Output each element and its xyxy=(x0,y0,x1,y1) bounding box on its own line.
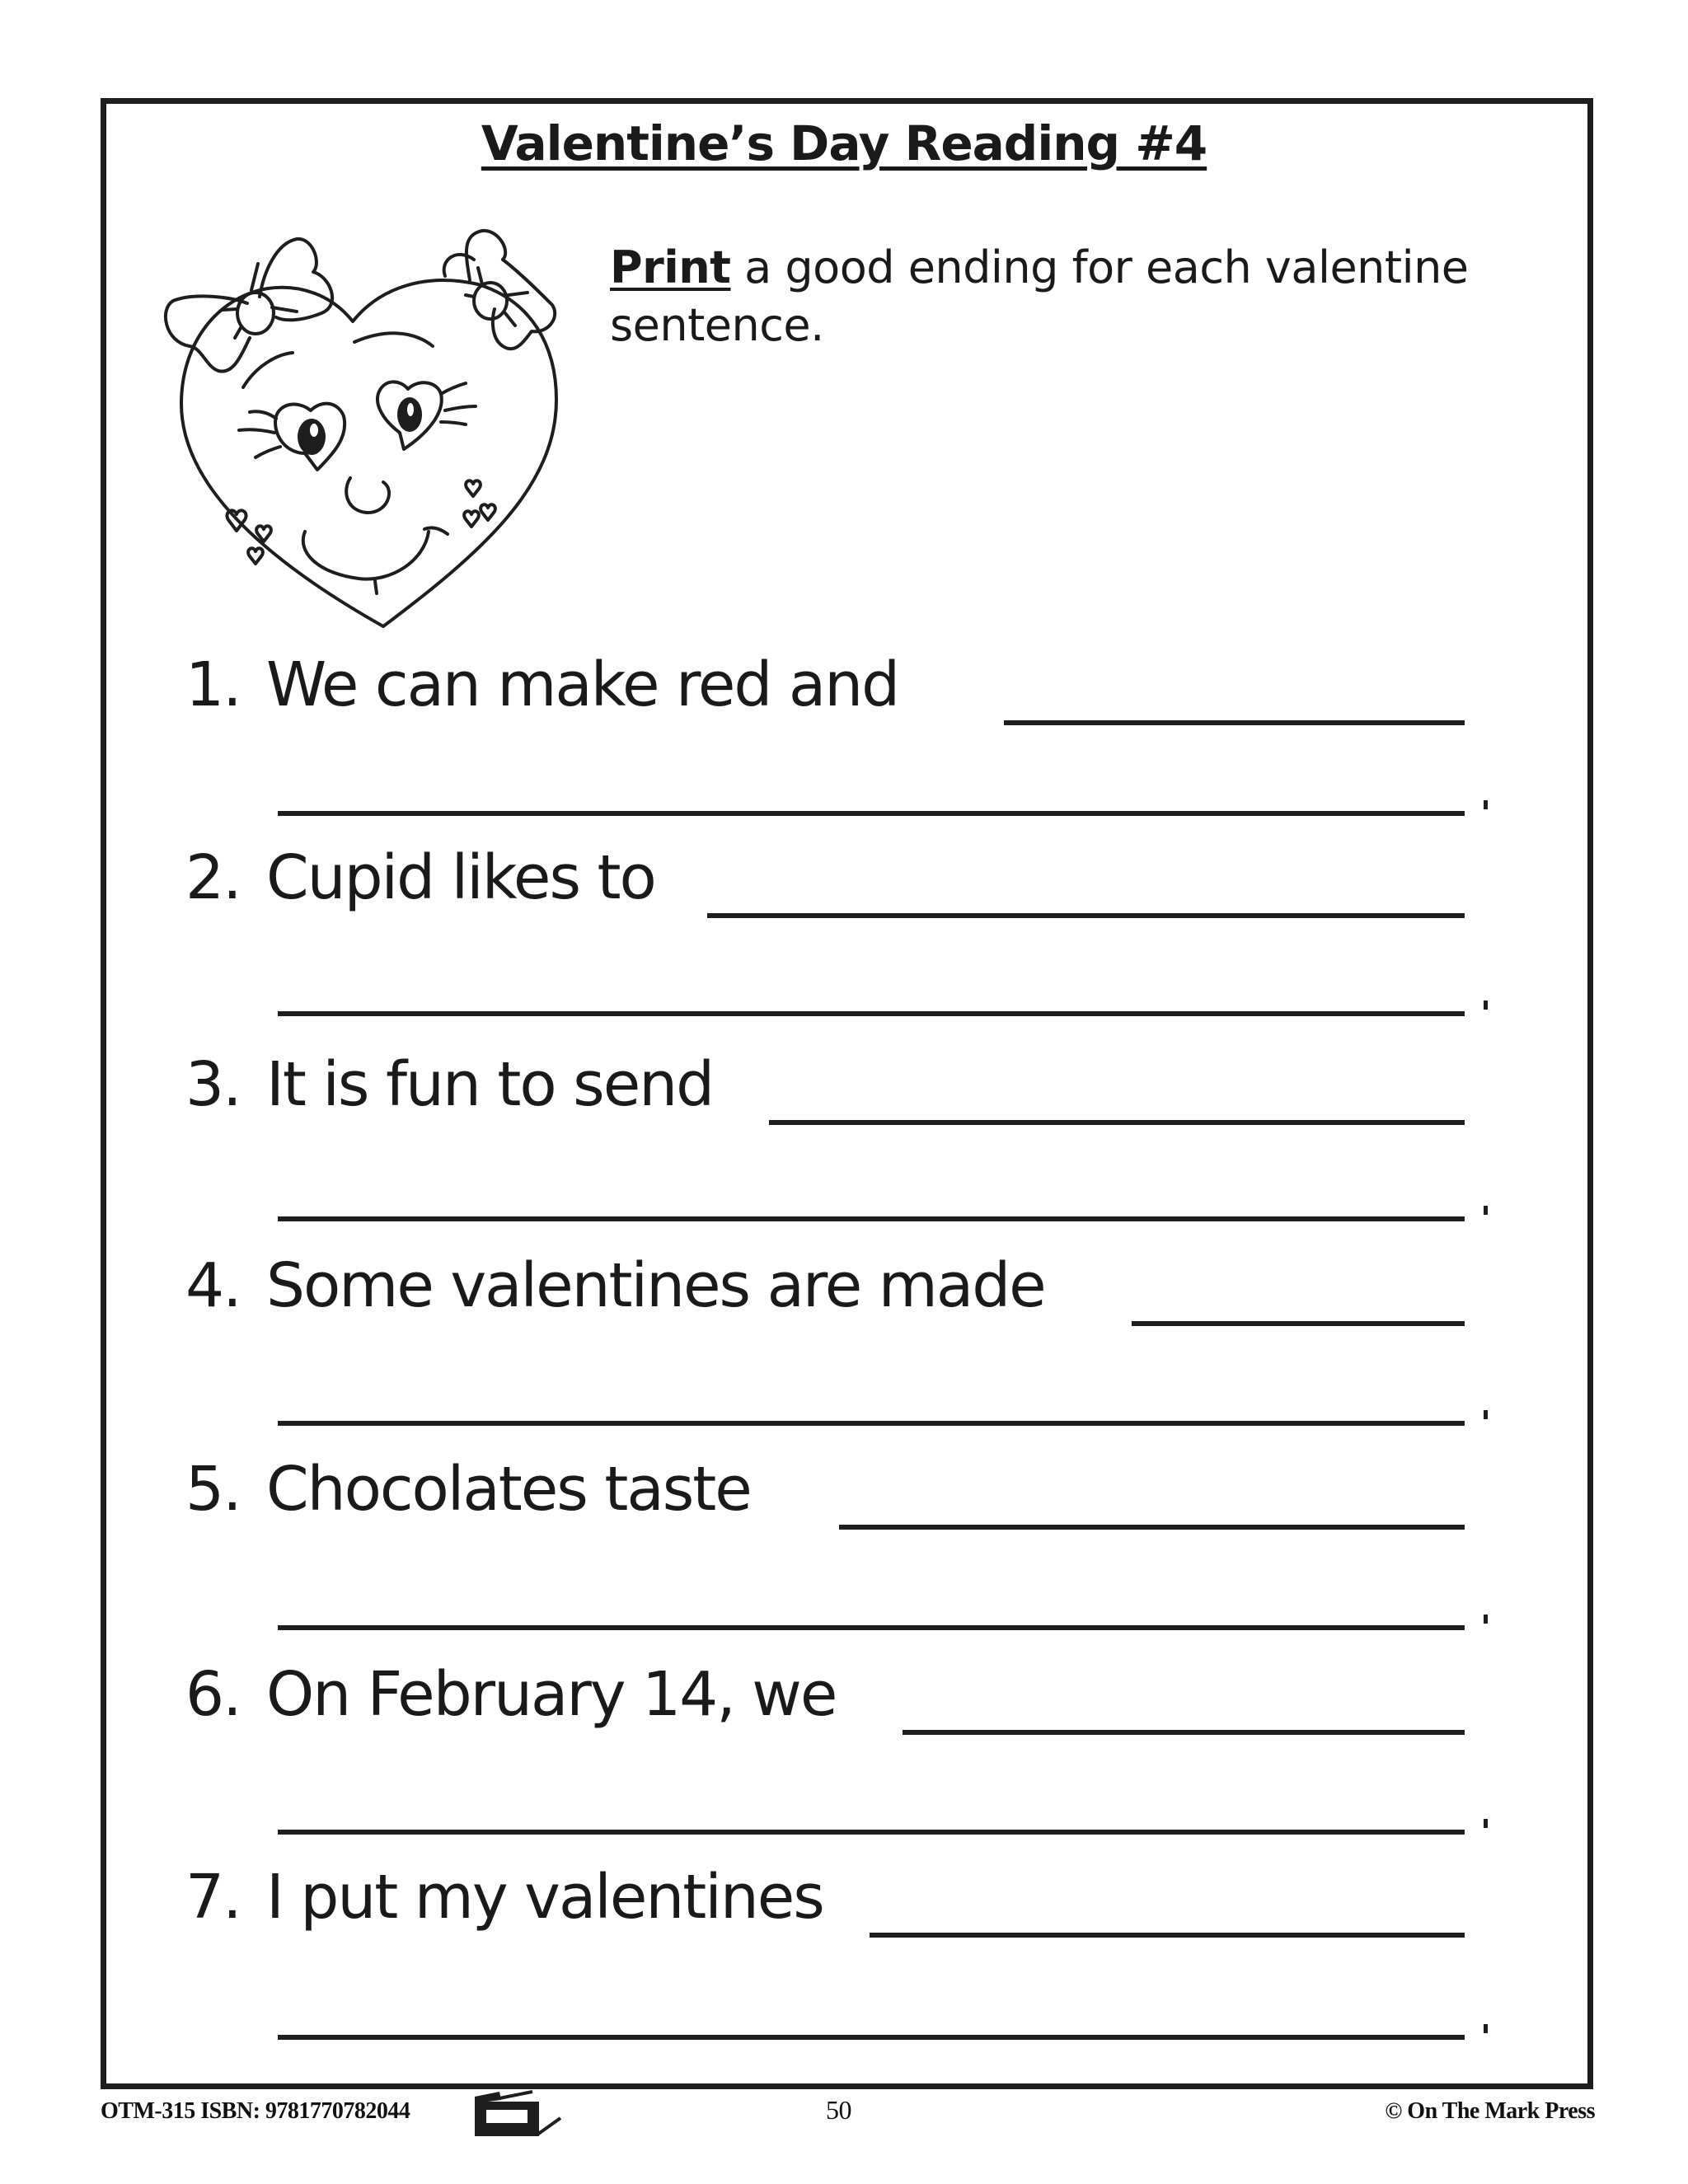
sentence-stem: It is fun to send xyxy=(266,1049,714,1120)
sentence-item-6-continuation xyxy=(278,1785,1489,1835)
footer-isbn: OTM-315 ISBN: 9781770782044 xyxy=(101,2098,410,2124)
sentence-period xyxy=(1484,1206,1488,1215)
answer-blank-line[interactable] xyxy=(839,1525,1465,1530)
answer-blank-line-continued[interactable] xyxy=(278,811,1465,816)
sentence-stem: Cupid likes to xyxy=(266,842,655,913)
answer-blank-line-continued[interactable] xyxy=(278,1625,1465,1630)
item-number: 6. xyxy=(185,1659,241,1730)
sentence-item-4 xyxy=(181,1244,1467,1326)
sentence-item-5 xyxy=(181,1447,1467,1530)
sentence-period xyxy=(1484,2024,1488,2033)
sentence-item-1 xyxy=(181,643,1467,725)
sentence-item-3 xyxy=(181,1043,1467,1125)
answer-blank-line-continued[interactable] xyxy=(278,1421,1465,1426)
item-number: 3. xyxy=(185,1049,241,1120)
instructions-text: a good ending for each valentine sentence. xyxy=(610,241,1469,351)
sentence-item-5-continuation xyxy=(278,1581,1489,1630)
sentence-stem: Chocolates taste xyxy=(266,1454,751,1525)
sentence-item-2 xyxy=(181,836,1467,918)
answer-blank-line[interactable] xyxy=(870,1933,1465,1938)
photocopier-icon xyxy=(471,2085,564,2136)
sentence-item-7-continuation xyxy=(278,1990,1489,2040)
answer-blank-line-continued[interactable] xyxy=(278,1216,1465,1221)
item-number: 2. xyxy=(185,842,241,913)
answer-blank-line[interactable] xyxy=(769,1120,1465,1125)
sentence-stem: Some valentines are made xyxy=(266,1250,1045,1321)
page-number: 50 xyxy=(826,2095,851,2125)
page-title: Valentine’s Day Reading #4 xyxy=(481,115,1207,171)
sentence-stem: I put my valentines xyxy=(266,1862,823,1933)
sentence-period xyxy=(1484,800,1488,809)
sentence-stem: We can make red and xyxy=(266,649,899,720)
item-number: 1. xyxy=(185,649,241,720)
answer-blank-line-continued[interactable] xyxy=(278,1011,1465,1016)
item-number: 4. xyxy=(185,1250,241,1321)
answer-blank-line-continued[interactable] xyxy=(278,2035,1465,2040)
item-number: 5. xyxy=(185,1454,241,1525)
sentence-period xyxy=(1484,1001,1488,1010)
sentence-stem: On February 14, we xyxy=(266,1659,837,1730)
sentence-item-1-continuation xyxy=(278,766,1489,816)
answer-blank-line[interactable] xyxy=(1004,720,1465,725)
footer-copyright: © On The Mark Press xyxy=(1385,2098,1595,2124)
instructions xyxy=(610,239,1566,354)
heart-mascot-illustration xyxy=(152,206,585,635)
sentence-item-4-continuation xyxy=(278,1376,1489,1426)
sentence-item-3-continuation xyxy=(278,1172,1489,1221)
answer-blank-line-continued[interactable] xyxy=(278,1830,1465,1835)
answer-blank-line[interactable] xyxy=(903,1730,1465,1735)
answer-blank-line[interactable] xyxy=(1132,1321,1465,1326)
item-number: 7. xyxy=(185,1862,241,1933)
sentence-item-6 xyxy=(181,1652,1467,1735)
answer-blank-line[interactable] xyxy=(707,913,1465,918)
sentence-period xyxy=(1484,1819,1488,1828)
sentence-period xyxy=(1484,1615,1488,1624)
sentence-item-2-continuation xyxy=(278,967,1489,1016)
sentence-item-7 xyxy=(181,1855,1467,1938)
sentence-period xyxy=(1484,1410,1488,1419)
instructions-emphasis: Print xyxy=(610,241,731,293)
